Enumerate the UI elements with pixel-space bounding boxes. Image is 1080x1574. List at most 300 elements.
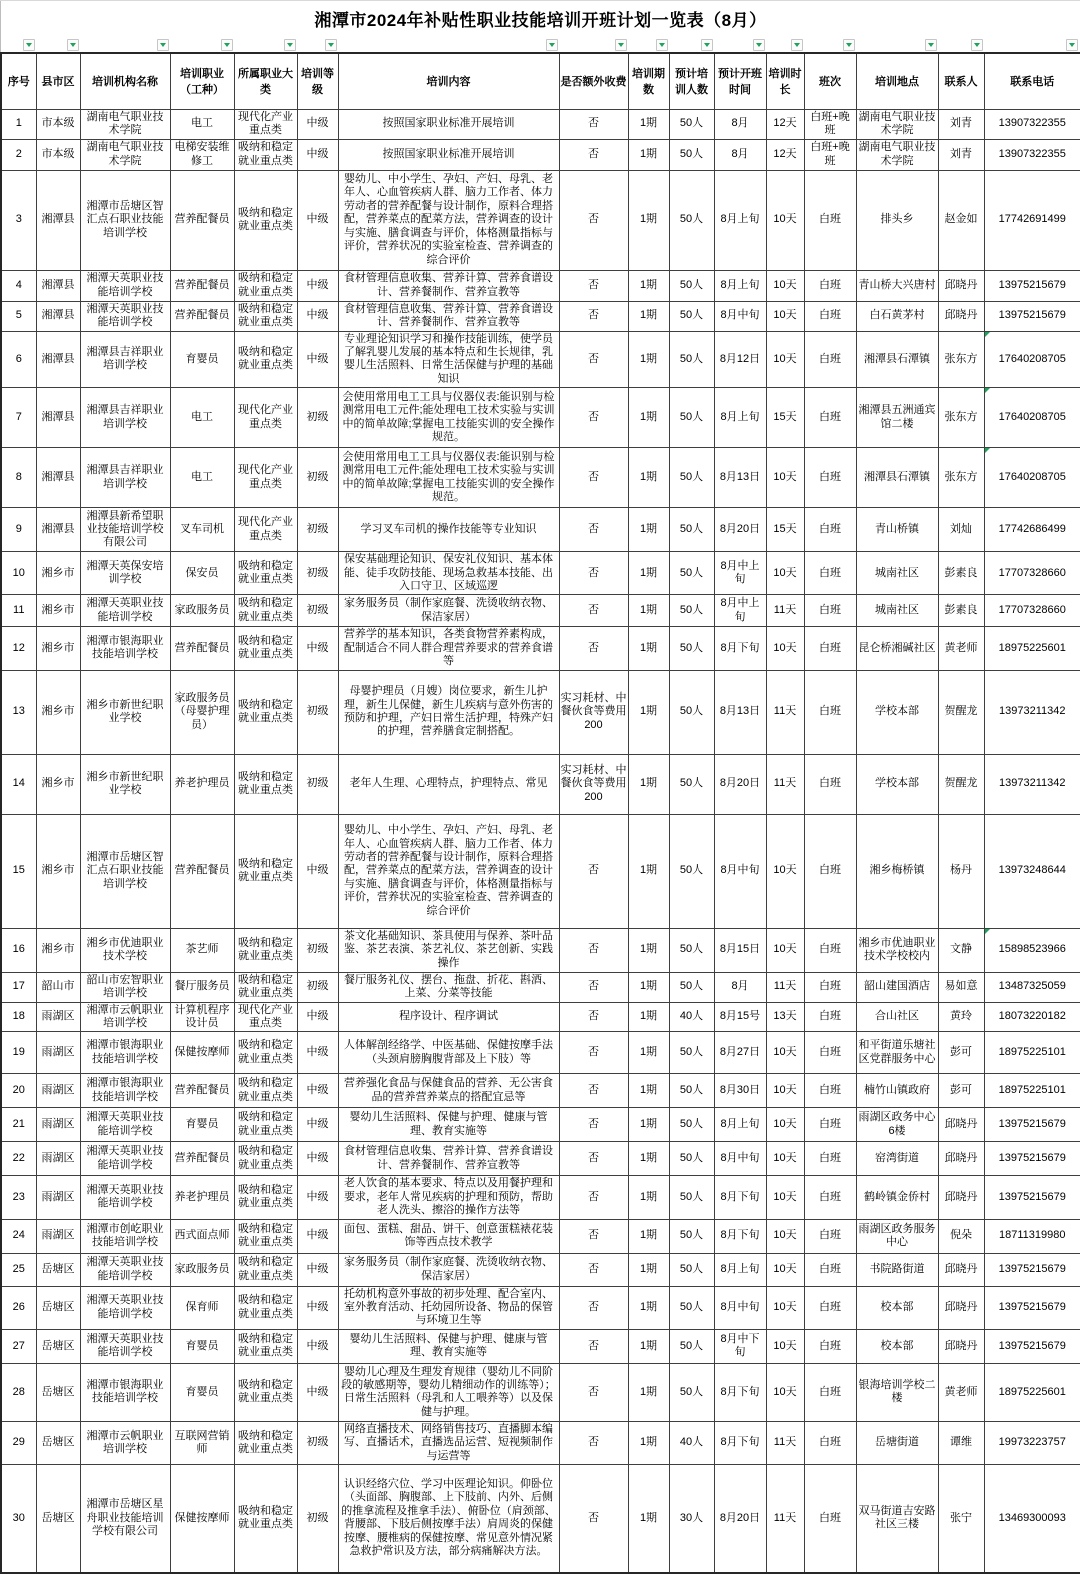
cell-occupation[interactable] xyxy=(170,1421,234,1464)
cell-no[interactable] xyxy=(1,1176,36,1219)
cell-trainees[interactable] xyxy=(669,1465,714,1573)
cell-location[interactable] xyxy=(856,1363,938,1421)
cell-duration[interactable] xyxy=(766,109,804,139)
cell-shift[interactable] xyxy=(804,670,856,754)
cell-content[interactable] xyxy=(338,1219,559,1253)
cell-duration[interactable] xyxy=(766,331,804,388)
cell-location[interactable] xyxy=(856,1108,938,1142)
cell-duration[interactable] xyxy=(766,754,804,814)
cell-no[interactable] xyxy=(1,552,36,595)
cell-level[interactable] xyxy=(297,1421,338,1464)
cell-occupation[interactable] xyxy=(170,1465,234,1573)
cell-extra-fee[interactable] xyxy=(559,1142,628,1176)
filter-button-sessions[interactable] xyxy=(656,39,668,51)
cell-district[interactable] xyxy=(36,1363,80,1421)
cell-duration[interactable] xyxy=(766,1363,804,1421)
cell-org[interactable] xyxy=(80,1421,170,1464)
cell-org[interactable] xyxy=(80,448,170,508)
cell-shift[interactable] xyxy=(804,1286,856,1329)
cell-sessions[interactable] xyxy=(628,139,669,170)
cell-extra-fee[interactable] xyxy=(559,331,628,388)
cell-contact[interactable] xyxy=(938,627,984,670)
cell-trainees[interactable] xyxy=(669,109,714,139)
cell-duration[interactable] xyxy=(766,170,804,270)
cell-duration[interactable] xyxy=(766,595,804,627)
cell-category[interactable] xyxy=(234,627,297,670)
cell-contact[interactable] xyxy=(938,301,984,331)
cell-duration[interactable] xyxy=(766,1465,804,1573)
cell-contact[interactable] xyxy=(938,1465,984,1573)
cell-occupation[interactable] xyxy=(170,627,234,670)
cell-level[interactable] xyxy=(297,552,338,595)
cell-org[interactable] xyxy=(80,388,170,448)
cell-occupation[interactable] xyxy=(170,1329,234,1363)
cell-phone[interactable] xyxy=(984,972,1080,1002)
cell-start-time[interactable] xyxy=(714,1074,766,1108)
cell-org[interactable] xyxy=(80,928,170,972)
cell-contact[interactable] xyxy=(938,928,984,972)
cell-district[interactable] xyxy=(36,1142,80,1176)
filter-button-location[interactable] xyxy=(925,39,937,51)
cell-start-time[interactable] xyxy=(714,448,766,508)
cell-phone[interactable] xyxy=(984,1329,1080,1363)
cell-extra-fee[interactable] xyxy=(559,301,628,331)
cell-org[interactable] xyxy=(80,1032,170,1074)
cell-no[interactable] xyxy=(1,595,36,627)
cell-shift[interactable] xyxy=(804,170,856,270)
cell-category[interactable] xyxy=(234,1329,297,1363)
cell-trainees[interactable] xyxy=(669,972,714,1002)
cell-org[interactable] xyxy=(80,1002,170,1032)
cell-category[interactable] xyxy=(234,1002,297,1032)
cell-content[interactable] xyxy=(338,670,559,754)
cell-trainees[interactable] xyxy=(669,1002,714,1032)
cell-content[interactable] xyxy=(338,301,559,331)
cell-district[interactable] xyxy=(36,972,80,1002)
cell-trainees[interactable] xyxy=(669,448,714,508)
cell-district[interactable] xyxy=(36,627,80,670)
cell-org[interactable] xyxy=(80,508,170,552)
cell-start-time[interactable] xyxy=(714,1176,766,1219)
cell-content[interactable] xyxy=(338,1465,559,1573)
filter-button-content[interactable] xyxy=(546,39,558,51)
cell-category[interactable] xyxy=(234,1253,297,1286)
cell-phone[interactable] xyxy=(984,814,1080,928)
cell-level[interactable] xyxy=(297,1108,338,1142)
cell-location[interactable] xyxy=(856,1253,938,1286)
cell-start-time[interactable] xyxy=(714,595,766,627)
cell-extra-fee[interactable] xyxy=(559,928,628,972)
cell-trainees[interactable] xyxy=(669,928,714,972)
cell-phone[interactable] xyxy=(984,270,1080,301)
cell-start-time[interactable] xyxy=(714,1108,766,1142)
cell-contact[interactable] xyxy=(938,109,984,139)
cell-no[interactable] xyxy=(1,388,36,448)
cell-phone[interactable] xyxy=(984,170,1080,270)
cell-trainees[interactable] xyxy=(669,139,714,170)
cell-duration[interactable] xyxy=(766,1253,804,1286)
cell-category[interactable] xyxy=(234,928,297,972)
cell-phone[interactable] xyxy=(984,139,1080,170)
cell-sessions[interactable] xyxy=(628,1142,669,1176)
cell-org[interactable] xyxy=(80,552,170,595)
cell-start-time[interactable] xyxy=(714,670,766,754)
cell-content[interactable] xyxy=(338,270,559,301)
cell-category[interactable] xyxy=(234,1108,297,1142)
cell-district[interactable] xyxy=(36,270,80,301)
cell-level[interactable] xyxy=(297,1329,338,1363)
cell-level[interactable] xyxy=(297,1032,338,1074)
cell-category[interactable] xyxy=(234,388,297,448)
cell-sessions[interactable] xyxy=(628,1465,669,1573)
cell-contact[interactable] xyxy=(938,170,984,270)
cell-start-time[interactable] xyxy=(714,1002,766,1032)
cell-no[interactable] xyxy=(1,331,36,388)
cell-org[interactable] xyxy=(80,331,170,388)
cell-start-time[interactable] xyxy=(714,754,766,814)
cell-shift[interactable] xyxy=(804,552,856,595)
cell-occupation[interactable] xyxy=(170,595,234,627)
cell-start-time[interactable] xyxy=(714,1219,766,1253)
filter-button-no[interactable] xyxy=(23,39,35,51)
cell-shift[interactable] xyxy=(804,1421,856,1464)
cell-shift[interactable] xyxy=(804,928,856,972)
cell-category[interactable] xyxy=(234,1032,297,1074)
cell-extra-fee[interactable] xyxy=(559,670,628,754)
cell-content[interactable] xyxy=(338,1421,559,1464)
cell-sessions[interactable] xyxy=(628,1421,669,1464)
cell-category[interactable] xyxy=(234,754,297,814)
cell-start-time[interactable] xyxy=(714,1363,766,1421)
cell-level[interactable] xyxy=(297,1363,338,1421)
cell-phone[interactable] xyxy=(984,1421,1080,1464)
cell-occupation[interactable] xyxy=(170,1002,234,1032)
cell-start-time[interactable] xyxy=(714,1142,766,1176)
filter-button-contact[interactable] xyxy=(971,39,983,51)
cell-contact[interactable] xyxy=(938,270,984,301)
cell-category[interactable] xyxy=(234,1286,297,1329)
filter-button-category[interactable] xyxy=(284,39,296,51)
cell-location[interactable] xyxy=(856,928,938,972)
cell-shift[interactable] xyxy=(804,972,856,1002)
cell-content[interactable] xyxy=(338,595,559,627)
cell-district[interactable] xyxy=(36,301,80,331)
cell-sessions[interactable] xyxy=(628,928,669,972)
cell-phone[interactable] xyxy=(984,595,1080,627)
filter-button-shift[interactable] xyxy=(843,39,855,51)
cell-shift[interactable] xyxy=(804,388,856,448)
cell-phone[interactable] xyxy=(984,1142,1080,1176)
cell-org[interactable] xyxy=(80,1286,170,1329)
cell-occupation[interactable] xyxy=(170,388,234,448)
cell-level[interactable] xyxy=(297,1002,338,1032)
cell-shift[interactable] xyxy=(804,1032,856,1074)
cell-location[interactable] xyxy=(856,1219,938,1253)
cell-shift[interactable] xyxy=(804,814,856,928)
cell-district[interactable] xyxy=(36,1074,80,1108)
cell-location[interactable] xyxy=(856,1032,938,1074)
cell-extra-fee[interactable] xyxy=(559,754,628,814)
cell-duration[interactable] xyxy=(766,270,804,301)
cell-location[interactable] xyxy=(856,754,938,814)
cell-start-time[interactable] xyxy=(714,508,766,552)
cell-district[interactable] xyxy=(36,1421,80,1464)
cell-content[interactable] xyxy=(338,1002,559,1032)
cell-no[interactable] xyxy=(1,627,36,670)
cell-phone[interactable] xyxy=(984,928,1080,972)
cell-phone[interactable] xyxy=(984,1219,1080,1253)
cell-shift[interactable] xyxy=(804,109,856,139)
cell-content[interactable] xyxy=(338,1363,559,1421)
cell-level[interactable] xyxy=(297,1253,338,1286)
cell-duration[interactable] xyxy=(766,552,804,595)
cell-sessions[interactable] xyxy=(628,1108,669,1142)
cell-org[interactable] xyxy=(80,754,170,814)
cell-contact[interactable] xyxy=(938,331,984,388)
cell-location[interactable] xyxy=(856,972,938,1002)
cell-start-time[interactable] xyxy=(714,1329,766,1363)
cell-contact[interactable] xyxy=(938,448,984,508)
cell-location[interactable] xyxy=(856,1002,938,1032)
cell-sessions[interactable] xyxy=(628,508,669,552)
cell-phone[interactable] xyxy=(984,754,1080,814)
cell-no[interactable] xyxy=(1,1253,36,1286)
filter-button-level[interactable] xyxy=(325,39,337,51)
cell-phone[interactable] xyxy=(984,670,1080,754)
cell-shift[interactable] xyxy=(804,1074,856,1108)
cell-level[interactable] xyxy=(297,670,338,754)
cell-district[interactable] xyxy=(36,139,80,170)
cell-extra-fee[interactable] xyxy=(559,552,628,595)
cell-trainees[interactable] xyxy=(669,1219,714,1253)
cell-trainees[interactable] xyxy=(669,1142,714,1176)
cell-duration[interactable] xyxy=(766,1176,804,1219)
cell-shift[interactable] xyxy=(804,1002,856,1032)
cell-shift[interactable] xyxy=(804,1219,856,1253)
cell-contact[interactable] xyxy=(938,1363,984,1421)
cell-contact[interactable] xyxy=(938,670,984,754)
cell-occupation[interactable] xyxy=(170,1286,234,1329)
cell-sessions[interactable] xyxy=(628,331,669,388)
cell-duration[interactable] xyxy=(766,448,804,508)
cell-no[interactable] xyxy=(1,670,36,754)
cell-contact[interactable] xyxy=(938,595,984,627)
cell-extra-fee[interactable] xyxy=(559,972,628,1002)
cell-trainees[interactable] xyxy=(669,301,714,331)
cell-extra-fee[interactable] xyxy=(559,270,628,301)
filter-button-org[interactable] xyxy=(157,39,169,51)
cell-extra-fee[interactable] xyxy=(559,1253,628,1286)
cell-location[interactable] xyxy=(856,1329,938,1363)
cell-occupation[interactable] xyxy=(170,972,234,1002)
cell-location[interactable] xyxy=(856,448,938,508)
cell-sessions[interactable] xyxy=(628,1286,669,1329)
cell-sessions[interactable] xyxy=(628,754,669,814)
cell-no[interactable] xyxy=(1,1329,36,1363)
cell-phone[interactable] xyxy=(984,1363,1080,1421)
cell-content[interactable] xyxy=(338,508,559,552)
cell-trainees[interactable] xyxy=(669,331,714,388)
cell-no[interactable] xyxy=(1,170,36,270)
cell-start-time[interactable] xyxy=(714,972,766,1002)
cell-duration[interactable] xyxy=(766,1142,804,1176)
cell-location[interactable] xyxy=(856,595,938,627)
cell-category[interactable] xyxy=(234,670,297,754)
cell-trainees[interactable] xyxy=(669,388,714,448)
filter-button-start-time[interactable] xyxy=(753,39,765,51)
cell-no[interactable] xyxy=(1,1002,36,1032)
cell-phone[interactable] xyxy=(984,1074,1080,1108)
cell-occupation[interactable] xyxy=(170,552,234,595)
cell-sessions[interactable] xyxy=(628,552,669,595)
cell-occupation[interactable] xyxy=(170,1074,234,1108)
cell-level[interactable] xyxy=(297,508,338,552)
filter-button-extra-fee[interactable] xyxy=(615,39,627,51)
cell-extra-fee[interactable] xyxy=(559,1329,628,1363)
cell-trainees[interactable] xyxy=(669,1074,714,1108)
cell-occupation[interactable] xyxy=(170,170,234,270)
cell-duration[interactable] xyxy=(766,627,804,670)
cell-level[interactable] xyxy=(297,1074,338,1108)
cell-sessions[interactable] xyxy=(628,627,669,670)
cell-extra-fee[interactable] xyxy=(559,1032,628,1074)
cell-location[interactable] xyxy=(856,109,938,139)
cell-category[interactable] xyxy=(234,972,297,1002)
cell-location[interactable] xyxy=(856,508,938,552)
cell-content[interactable] xyxy=(338,448,559,508)
cell-contact[interactable] xyxy=(938,1108,984,1142)
cell-shift[interactable] xyxy=(804,1329,856,1363)
cell-contact[interactable] xyxy=(938,814,984,928)
cell-trainees[interactable] xyxy=(669,595,714,627)
cell-org[interactable] xyxy=(80,1219,170,1253)
filter-button-phone[interactable] xyxy=(1066,39,1078,51)
cell-org[interactable] xyxy=(80,1465,170,1573)
cell-location[interactable] xyxy=(856,388,938,448)
cell-sessions[interactable] xyxy=(628,595,669,627)
cell-level[interactable] xyxy=(297,139,338,170)
cell-no[interactable] xyxy=(1,1108,36,1142)
cell-extra-fee[interactable] xyxy=(559,1176,628,1219)
cell-trainees[interactable] xyxy=(669,1032,714,1074)
cell-district[interactable] xyxy=(36,1176,80,1219)
cell-occupation[interactable] xyxy=(170,1142,234,1176)
cell-extra-fee[interactable] xyxy=(559,627,628,670)
cell-extra-fee[interactable] xyxy=(559,595,628,627)
cell-category[interactable] xyxy=(234,139,297,170)
cell-start-time[interactable] xyxy=(714,139,766,170)
cell-location[interactable] xyxy=(856,670,938,754)
cell-occupation[interactable] xyxy=(170,109,234,139)
cell-level[interactable] xyxy=(297,814,338,928)
cell-phone[interactable] xyxy=(984,1176,1080,1219)
cell-duration[interactable] xyxy=(766,1329,804,1363)
cell-no[interactable] xyxy=(1,139,36,170)
cell-duration[interactable] xyxy=(766,1032,804,1074)
cell-start-time[interactable] xyxy=(714,1253,766,1286)
cell-start-time[interactable] xyxy=(714,627,766,670)
cell-shift[interactable] xyxy=(804,1176,856,1219)
cell-occupation[interactable] xyxy=(170,670,234,754)
cell-content[interactable] xyxy=(338,1329,559,1363)
cell-extra-fee[interactable] xyxy=(559,1286,628,1329)
cell-extra-fee[interactable] xyxy=(559,139,628,170)
cell-district[interactable] xyxy=(36,331,80,388)
cell-location[interactable] xyxy=(856,170,938,270)
cell-district[interactable] xyxy=(36,1286,80,1329)
cell-extra-fee[interactable] xyxy=(559,1074,628,1108)
cell-phone[interactable] xyxy=(984,109,1080,139)
cell-phone[interactable] xyxy=(984,552,1080,595)
cell-sessions[interactable] xyxy=(628,109,669,139)
cell-trainees[interactable] xyxy=(669,1363,714,1421)
cell-category[interactable] xyxy=(234,1465,297,1573)
cell-no[interactable] xyxy=(1,448,36,508)
cell-category[interactable] xyxy=(234,508,297,552)
cell-duration[interactable] xyxy=(766,1002,804,1032)
cell-district[interactable] xyxy=(36,1465,80,1573)
cell-occupation[interactable] xyxy=(170,1032,234,1074)
cell-category[interactable] xyxy=(234,814,297,928)
cell-trainees[interactable] xyxy=(669,1329,714,1363)
cell-start-time[interactable] xyxy=(714,552,766,595)
cell-duration[interactable] xyxy=(766,1074,804,1108)
cell-district[interactable] xyxy=(36,552,80,595)
cell-phone[interactable] xyxy=(984,448,1080,508)
cell-location[interactable] xyxy=(856,1286,938,1329)
cell-content[interactable] xyxy=(338,627,559,670)
cell-location[interactable] xyxy=(856,814,938,928)
cell-no[interactable] xyxy=(1,1421,36,1464)
cell-contact[interactable] xyxy=(938,1421,984,1464)
cell-occupation[interactable] xyxy=(170,1176,234,1219)
cell-phone[interactable] xyxy=(984,1253,1080,1286)
cell-category[interactable] xyxy=(234,109,297,139)
cell-extra-fee[interactable] xyxy=(559,1465,628,1573)
cell-no[interactable] xyxy=(1,814,36,928)
cell-level[interactable] xyxy=(297,1176,338,1219)
cell-sessions[interactable] xyxy=(628,301,669,331)
cell-content[interactable] xyxy=(338,1074,559,1108)
cell-district[interactable] xyxy=(36,388,80,448)
cell-level[interactable] xyxy=(297,331,338,388)
cell-content[interactable] xyxy=(338,331,559,388)
cell-trainees[interactable] xyxy=(669,1421,714,1464)
cell-district[interactable] xyxy=(36,1108,80,1142)
cell-start-time[interactable] xyxy=(714,928,766,972)
cell-start-time[interactable] xyxy=(714,301,766,331)
cell-shift[interactable] xyxy=(804,270,856,301)
filter-button-trainees[interactable] xyxy=(701,39,713,51)
cell-no[interactable] xyxy=(1,1032,36,1074)
cell-no[interactable] xyxy=(1,1286,36,1329)
cell-contact[interactable] xyxy=(938,1176,984,1219)
cell-occupation[interactable] xyxy=(170,1219,234,1253)
cell-duration[interactable] xyxy=(766,1286,804,1329)
cell-sessions[interactable] xyxy=(628,814,669,928)
cell-extra-fee[interactable] xyxy=(559,109,628,139)
cell-extra-fee[interactable] xyxy=(559,1002,628,1032)
cell-org[interactable] xyxy=(80,270,170,301)
cell-occupation[interactable] xyxy=(170,814,234,928)
cell-shift[interactable] xyxy=(804,139,856,170)
cell-duration[interactable] xyxy=(766,1421,804,1464)
cell-occupation[interactable] xyxy=(170,448,234,508)
cell-level[interactable] xyxy=(297,754,338,814)
cell-level[interactable] xyxy=(297,1286,338,1329)
cell-location[interactable] xyxy=(856,627,938,670)
cell-start-time[interactable] xyxy=(714,814,766,928)
